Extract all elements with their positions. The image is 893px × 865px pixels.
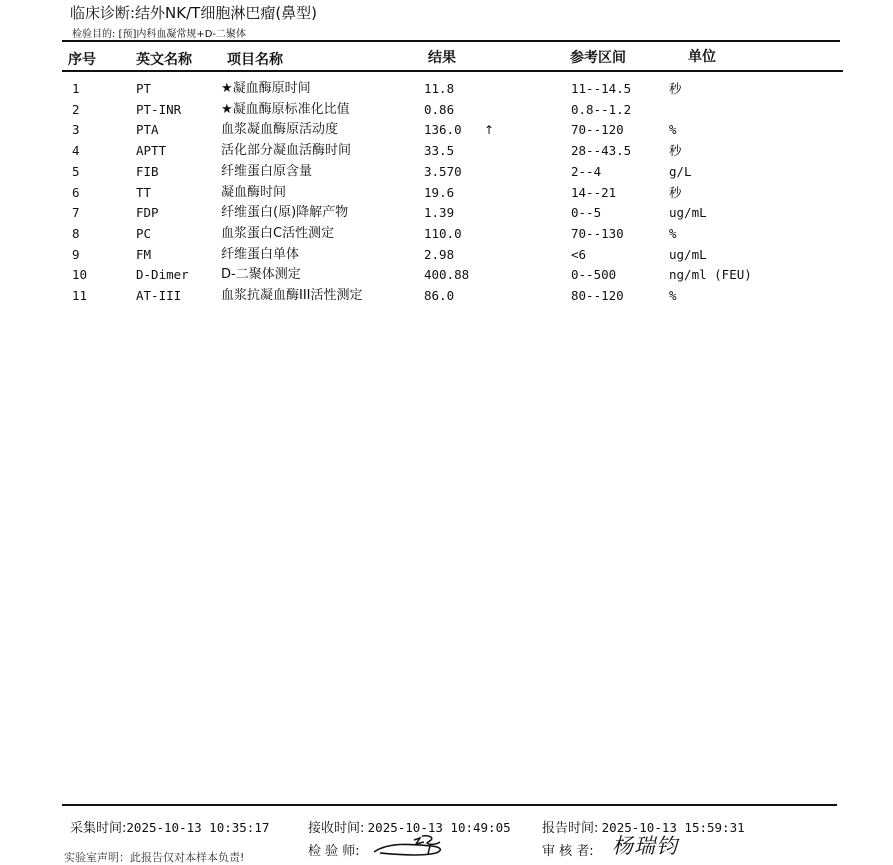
tester-label: 检 验 师: <box>308 844 360 859</box>
row-reference-range: 80--120 <box>571 288 624 303</box>
row-english-name: PT-INR <box>136 101 182 117</box>
row-reference-range: 0--500 <box>571 267 617 283</box>
reviewer-label: 审 核 者: <box>542 844 594 859</box>
row-english-name: AT-III <box>136 288 182 303</box>
row-english-name: FDP <box>136 205 159 221</box>
reviewer-signature: 杨瑞钧 <box>612 834 678 858</box>
row-item-name: 血浆蛋白C活性测定 <box>221 225 335 241</box>
report-time-label: 报告时间: <box>542 821 599 836</box>
row-index: 4 <box>72 143 80 159</box>
collect-time-field <box>70 817 269 836</box>
row-reference-range: 2--4 <box>571 163 602 179</box>
row-result: 400.88 <box>424 267 470 283</box>
receive-time-label: 接收时间: <box>308 821 365 836</box>
row-result: 0.86 <box>424 101 455 117</box>
row-reference-range: 0.8--1.2 <box>571 101 632 117</box>
disclaimer-partial: 实验室声明：此报告仅对本样本负责! <box>64 851 245 864</box>
row-result: 19.6 <box>424 184 455 200</box>
row-unit: ng/ml (FEU) <box>669 267 752 283</box>
row-english-name: D-Dimer <box>136 267 189 283</box>
row-index: 3 <box>72 122 80 138</box>
row-result: 110.0 <box>424 225 462 241</box>
row-result: 11.8 <box>424 81 455 96</box>
header-top-rule <box>62 40 840 42</box>
row-item-name: ★凝血酶原标准化比值 <box>221 101 350 117</box>
tester-signature-image <box>370 834 462 858</box>
row-result: 33.5 <box>424 143 455 159</box>
table-row <box>0 121 893 141</box>
row-item-name: ★凝血酶原时间 <box>221 81 311 96</box>
row-english-name: FM <box>136 246 152 262</box>
row-reference-range: 28--43.5 <box>571 143 632 159</box>
row-item-name: D-二聚体测定 <box>221 267 301 283</box>
table-row <box>0 266 893 286</box>
row-index: 10 <box>72 267 88 283</box>
row-reference-range: 14--21 <box>571 184 617 200</box>
row-item-name: 凝血酶时间 <box>221 184 287 200</box>
row-result: 1.39 <box>424 205 455 221</box>
table-row <box>0 287 893 307</box>
clinical-diagnosis: 临床诊断:结外NK/T细胞淋巴瘤(鼻型) <box>70 4 318 22</box>
row-reference-range: 0--5 <box>571 205 602 221</box>
table-row <box>0 225 893 245</box>
table-row <box>0 204 893 224</box>
table-row <box>0 101 893 121</box>
row-english-name: FIB <box>136 163 159 179</box>
row-index: 2 <box>72 101 80 117</box>
col-header-index: 序号 <box>68 52 96 68</box>
row-result: 2.98 <box>424 246 455 262</box>
row-english-name: TT <box>136 184 152 200</box>
row-unit: 秒 <box>669 143 682 159</box>
footer-rule <box>62 804 837 806</box>
collect-time-value: 2025-10-13 10:35:17 <box>126 820 270 835</box>
row-reference-range: 11--14.5 <box>571 81 632 96</box>
collect-time-label: 采集时间: <box>70 821 127 836</box>
row-english-name: PTA <box>136 122 159 138</box>
header-bottom-rule <box>62 70 843 72</box>
table-row <box>0 80 893 100</box>
table-row <box>0 184 893 204</box>
row-unit: % <box>669 288 677 303</box>
col-header-result: 结果 <box>428 50 456 66</box>
row-english-name: PT <box>136 81 152 96</box>
test-purpose: 检验目的: [预]内科血凝常规+D-二聚体 <box>72 29 247 40</box>
row-item-name: 血浆抗凝血酶III活性测定 <box>221 288 363 303</box>
row-result: 3.570 <box>424 163 462 179</box>
table-row <box>0 163 893 183</box>
row-english-name: PC <box>136 225 152 241</box>
col-header-english-name: 英文名称 <box>136 52 192 68</box>
col-header-reference: 参考区间 <box>570 50 626 66</box>
reviewer-field <box>542 840 594 859</box>
row-index: 1 <box>72 81 80 96</box>
row-flag-arrow-icon: ↑ <box>484 123 495 138</box>
row-unit: g/L <box>669 163 692 179</box>
receive-time-value: 2025-10-13 10:49:05 <box>367 820 511 835</box>
row-english-name: APTT <box>136 143 167 159</box>
row-item-name: 纤维蛋白原含量 <box>221 163 313 179</box>
row-index: 8 <box>72 225 80 241</box>
row-unit: 秒 <box>669 184 682 200</box>
row-result: 86.0 <box>424 288 455 303</box>
table-row <box>0 142 893 162</box>
col-header-unit: 单位 <box>688 49 716 65</box>
row-index: 6 <box>72 184 80 200</box>
row-result: 136.0 <box>424 122 462 138</box>
row-unit: ug/mL <box>669 205 707 221</box>
table-row <box>0 246 893 266</box>
row-index: 5 <box>72 163 80 179</box>
row-unit: ug/mL <box>669 246 707 262</box>
tester-field <box>308 840 360 859</box>
row-item-name: 血浆凝血酶原活动度 <box>221 122 339 138</box>
row-item-name: 纤维蛋白单体 <box>221 246 300 262</box>
row-reference-range: 70--120 <box>571 122 624 138</box>
row-index: 9 <box>72 246 80 262</box>
row-item-name: 活化部分凝血活酶时间 <box>221 143 352 159</box>
report-time-value: 2025-10-13 15:59:31 <box>601 820 745 835</box>
row-reference-range: <6 <box>571 246 587 262</box>
row-index: 7 <box>72 205 80 221</box>
row-unit: % <box>669 122 677 138</box>
row-item-name: 纤维蛋白(原)降解产物 <box>221 205 349 221</box>
row-reference-range: 70--130 <box>571 225 624 241</box>
row-index: 11 <box>72 288 88 303</box>
col-header-item-name: 项目名称 <box>227 52 283 68</box>
row-unit: % <box>669 225 677 241</box>
row-unit: 秒 <box>669 81 682 96</box>
